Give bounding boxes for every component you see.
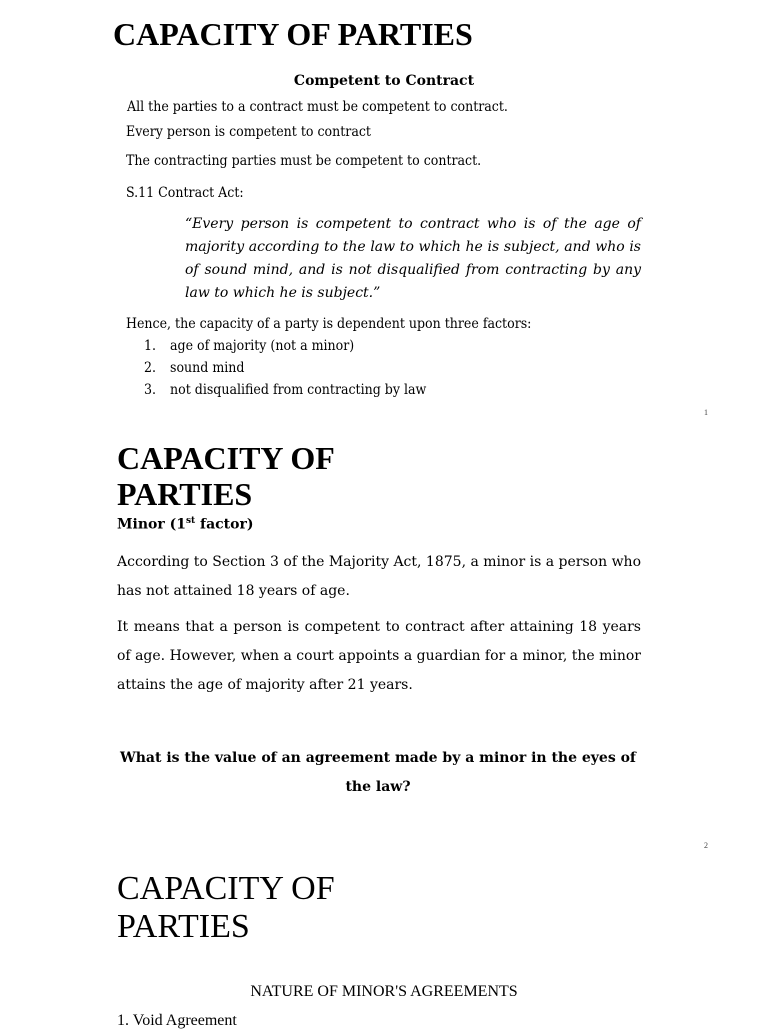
list-text: age of majority (not a minor) xyxy=(170,338,355,354)
list-number: 3. xyxy=(143,382,156,398)
page1-hence: Hence, the capacity of a party is dependent upon three factors: xyxy=(126,316,532,332)
list-number: 2. xyxy=(143,360,156,376)
subtitle-end: factor) xyxy=(195,516,254,533)
page2-para1: According to Section 3 of the Majority Act, 1875, a minor is a person who has not attained 18 years of age. xyxy=(117,554,641,599)
page1-line1: All the parties to a contract must be competent to contract. xyxy=(127,99,508,115)
page1-title: CAPACITY OF PARTIES xyxy=(113,16,473,52)
page-number-1: 1 xyxy=(704,408,708,417)
page2-question: What is the value of an agreement made by a minor in the eyes of the law? xyxy=(120,750,636,795)
page3-title: CAPACITY OF PARTIES xyxy=(117,870,335,945)
page3-heading: NATURE OF MINOR'S AGREEMENTS xyxy=(250,983,518,1000)
list-number: 1. xyxy=(143,338,156,354)
page3-item1: 1. Void Agreement xyxy=(117,1012,237,1029)
section-11-quote: “Every person is competent to contract who is of the age of majority according to the law to which he is subject, and who is of sound mind, and is not disqualified from contracting by any law to which he is subject.” xyxy=(185,216,641,301)
page1-line4: S.11 Contract Act: xyxy=(126,185,244,201)
page1-line3: The contracting parties must be competent to contract. xyxy=(126,153,482,169)
page2-subtitle xyxy=(117,516,253,533)
subtitle-sup: st xyxy=(185,516,196,526)
list-text: not disqualified from contracting by law xyxy=(170,382,427,398)
list-item xyxy=(126,337,426,359)
list-text: sound mind xyxy=(170,360,245,376)
page1-line2: Every person is competent to contract xyxy=(126,124,371,140)
page1-subtitle: Competent to Contract xyxy=(293,73,475,89)
factors-list xyxy=(126,337,426,403)
page2-para2: It means that a person is competent to contract after attaining 18 years of age. However, when a court appoints a guardian for a minor, the minor attains the age of majority after 21 years. xyxy=(117,619,641,693)
page2-title: CAPACITY OF PARTIES xyxy=(117,440,334,512)
list-item xyxy=(126,359,426,381)
page-number-2: 2 xyxy=(704,841,708,850)
list-item xyxy=(126,381,426,403)
subtitle-main: Minor (1 xyxy=(117,516,186,533)
